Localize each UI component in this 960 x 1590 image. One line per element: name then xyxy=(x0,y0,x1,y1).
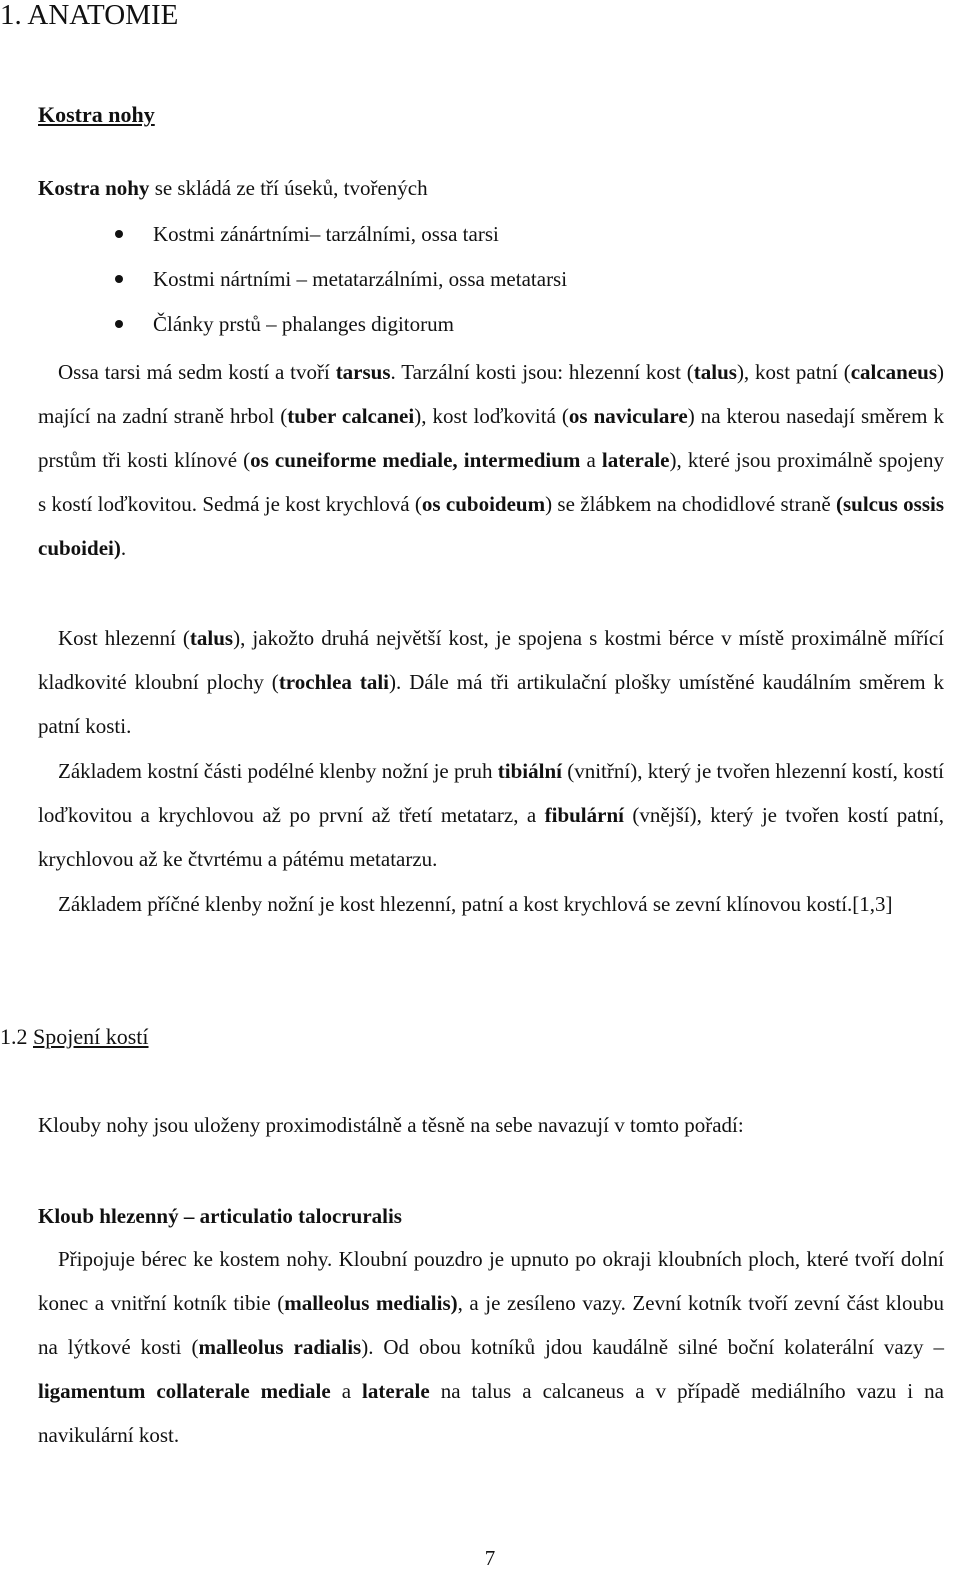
paragraph-talus: Kost hlezenní (talus), jakožto druhá největší kost, je spojena s kostmi bérce v místě proximálně mířící kladkovité kloubní plochy (trochlea tali). Dále má tři artikulační plošky umístěné kaudálním směrem k patní kosti. xyxy=(38,626,944,738)
joint-title: Kloub hlezenný – articulatio talocruralis xyxy=(38,1204,402,1228)
paragraph-longitudinal-arch: Základem kostní části podélné klenby nožní je pruh tibiální (vnitřní), který je tvořen hlezenní kostí, kostí loďkovitou a krychlovou až po první až třetí metatarz, a fibulární (vnější), který je tvořen kostí patní, krychlovou až ke čtvrtému a pátému metatarzu. xyxy=(38,759,945,871)
section-title-kostra-nohy: Kostra nohy xyxy=(38,102,155,127)
section-heading-spojeni-kosti xyxy=(0,1024,149,1050)
chapter-heading xyxy=(0,0,178,30)
paragraph-joints-intro: Klouby nohy jsou uloženy proximodistálně a těsně na sebe navazují v tomto pořadí: xyxy=(38,1113,744,1137)
chapter-number: 1. xyxy=(0,0,22,31)
intro-paragraph xyxy=(38,166,944,210)
section-title: Spojení kostí xyxy=(33,1024,149,1049)
list-item: Kostmi nártními – metatarzálními, ossa metatarsi xyxy=(0,257,567,302)
bone-sections-list xyxy=(0,212,567,347)
intro-text: se skládá ze tří úseků, tvořených xyxy=(149,176,428,200)
paragraph-ossa-tarsi: Ossa tarsi má sedm kostí a tvoří tarsus. Tarzální kosti jsou: hlezenní kost (talus), kost patní (calcaneus) mající na zadní straně hrbol (tuber calcanei), kost loďkovitá (os naviculare) na kterou nasedají směrem k prstům tři kosti klínové (os cuneiforme mediale, intermedium a laterale), které jsou proximálně spojeny s kostí loďkovitou. Sedmá je kost krychlová (os cuboideum) se žlábkem na chodidlové straně (sulcus ossis cuboidei). xyxy=(38,360,945,560)
list-item: Články prstů – phalanges digitorum xyxy=(0,302,567,347)
paragraph-transverse-arch: Základem příčné klenby nožní je kost hlezenní, patní a kost krychlová se zevní klínovou kostí.[1,3] xyxy=(58,892,893,916)
list-item: Kostmi zánártními– tarzálními, ossa tarsi xyxy=(0,212,567,257)
paragraph-ankle-joint: Připojuje bérec ke kostem nohy. Kloubní pouzdro je upnuto po okraji kloubních ploch, které tvoří dolní konec a vnitřní kotník tibie (malleolus medialis), a je zesíleno vazy. Zevní kotník tvoří zevní část kloubu na lýtkové kosti (malleolus radialis). Od obou kotníků jdou kaudálně silné boční kolaterální vazy – ligamentum collaterale mediale a laterale na talus a calcaneus a v případě mediálního vazu i na navikulární kost. xyxy=(38,1247,944,1447)
chapter-title: ANATOMIE xyxy=(27,0,179,31)
section-number: 1.2 xyxy=(0,1024,28,1049)
page-number: 7 xyxy=(484,1546,496,1570)
intro-bold: Kostra nohy xyxy=(38,176,150,200)
